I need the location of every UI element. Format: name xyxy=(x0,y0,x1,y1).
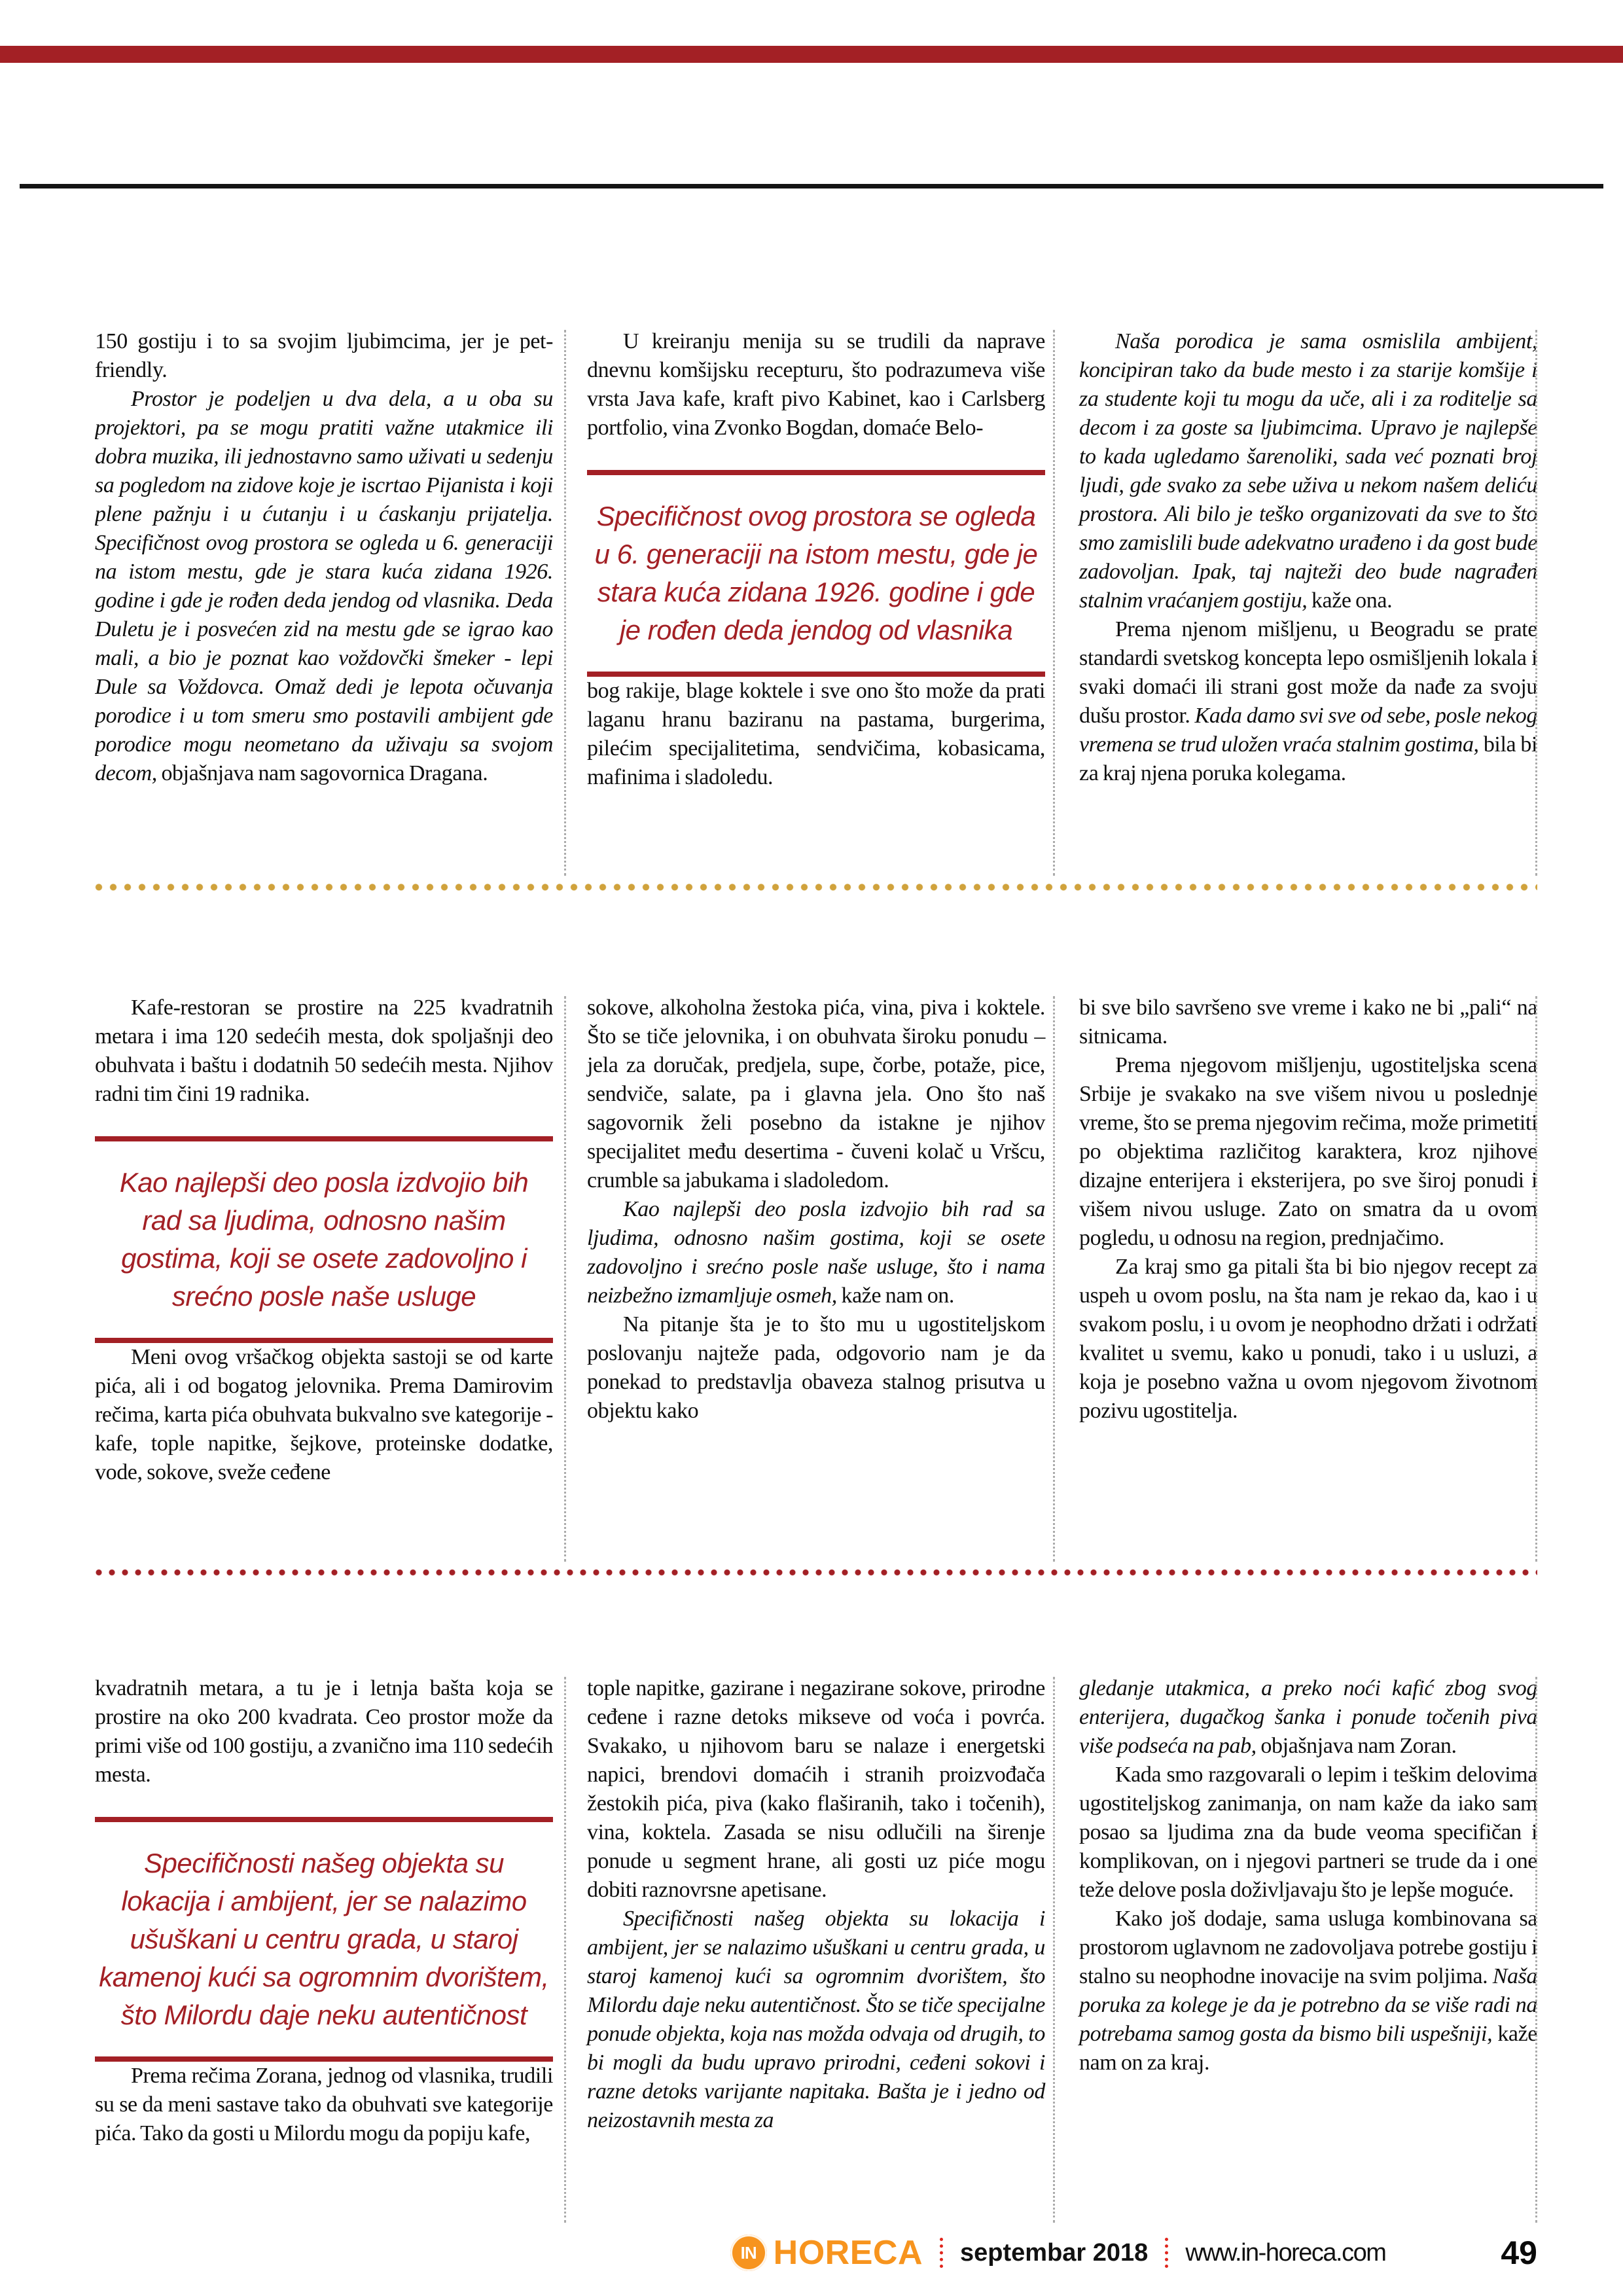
text-column xyxy=(95,327,553,878)
paragraph xyxy=(1079,1051,1537,1253)
paragraph xyxy=(1079,1253,1537,1426)
text-column xyxy=(1079,327,1537,878)
paragraph xyxy=(1079,1905,1537,2077)
paragraph xyxy=(1079,1674,1537,1761)
footer-dotted-divider xyxy=(940,2238,943,2268)
header-rule xyxy=(20,184,1603,188)
paragraph xyxy=(95,385,553,788)
body-text: Za kraj smo ga pitali šta bi bio njegov recept za uspeh u ovom poslu, na šta nam je rekao da, kao i u svakom poslu, i u ovom je neophodno držati i održati kvalitet u svemu, kako u ponudi, tako i u usluzi, a koja je posebno važna u ovom njegovom životnom pozivu ugostitelja. xyxy=(1079,1255,1537,1423)
gold-dotted-separator xyxy=(95,883,1537,891)
body-text: kvadratnih metara, a tu je i letnja bašta koja se prostire na oko 200 kvadrata. Ceo prostor može da primi više od 100 gostiju, a zvanično ima 110 sedećih mesta. xyxy=(95,1676,553,1787)
quoted-speech-text: Kada damo svi sve od sebe, posle nekog vremena se trud uložen vraća stalnim gostima, xyxy=(1079,704,1537,757)
brand-name: HORECA xyxy=(773,2234,923,2272)
issue-date: septembar 2018 xyxy=(960,2238,1149,2267)
in-logo-icon: IN xyxy=(730,2234,767,2271)
page-footer xyxy=(95,2229,1537,2276)
paragraph xyxy=(587,1310,1045,1426)
body-text: tople napitke, gazirane i negazirane sokove, prirodne ceđene i razne detoks mikseve od voća i povrća. Svakako, u njihovom baru se nalaze i energetski napici, brendovi domaćih i stranih proizvođača žestokih pića, piva (kako flaširanih, tako i točenih), vina, koktela. Zasada se nisu odlučili na širenje ponude u segment hrane, ali gosti uz piće mogu dobiti raznovrsne apetisane. xyxy=(587,1676,1045,1902)
body-text: Prema rečima Zorana, jednog od vlasnika, trudili su se da meni sastave tako da obuhvati sve kategorije pića. Tako da gosti u Milordu mogu da popiju kafe, xyxy=(95,2064,553,2145)
body-text: bog rakije, blage koktele i sve ono što može da prati laganu hranu baziranu na pastama, burgerima, pilećim specijalitetima, sendvičima, kobasicama, mafinima i sladoledu. xyxy=(587,679,1045,789)
quoted-speech-text: Naša poruka za kolege je da je potrebno da se više radi na potrebama samog gosta da bismo bili uspešniji, xyxy=(1079,1964,1537,2046)
quoted-speech-text: gledanje utakmica, a preko noći kafić zbog svog enterijera, dugačkog šanka i ponude točenih piva više podseća na pab, xyxy=(1079,1676,1537,1758)
paragraph xyxy=(587,1674,1045,1905)
text-column xyxy=(1079,1674,1537,2225)
text-column xyxy=(587,994,1045,1564)
body-text: bi sve bilo savršeno sve vreme i kako ne bi „pali“ na sitnicama. xyxy=(1079,996,1537,1049)
body-text: Kako još dodaje, sama usluga kombinovana sa prostorom uglavnom ne zadovoljava potrebe gostiju i stalno su neophodne inovacije na svim poljima. xyxy=(1079,1907,1537,1988)
column-divider-dotted xyxy=(1053,1677,1055,2223)
quoted-speech-text: Kao najlepši deo posla izdvojio bih rad sa ljudima, odnosno našim gostima, koji se osete zadovoljno i srećno posle naše usluge, što i nama neizbežno izmamljuje osmeh, xyxy=(587,1197,1045,1308)
body-text: Na pitanje šta je to što mu u ugostiteljskom poslovanju najteže pada, odgovorio nam je da ponekad to predstavlja obaveza stalnog prisutva u objektu kako xyxy=(587,1312,1045,1423)
website-url: www.in-horeca.com xyxy=(1185,2238,1386,2267)
body-text: Prema njegovom mišljenju, ugostiteljska scena Srbije je svakako na sve višem nivou u poslednje vreme, što se prema njegovim rečima, može primetiti po objektima različitog karaktera, kroz njihove dizajne enterijera i eksterijera, po sve široj ponudi i višem nivou usluge. Zato on smatra da u ovom pogledu, u odnosu na region, prednjačimo. xyxy=(1079,1053,1537,1250)
body-text: Meni ovog vršačkog objekta sastoji se od karte pića, ali i od bogatog jelovnika. Prema Damirovim rečima, karta pića obuhvata bukvalno sve kategorije - kafe, tople napitke, šejkove, proteinske dodatke, vode, sokove, sveže ceđene xyxy=(95,1345,553,1484)
column-divider-dotted xyxy=(1053,996,1055,1562)
paragraph xyxy=(95,2062,553,2148)
paragraph xyxy=(95,327,553,385)
quoted-speech-text: Specifičnosti našeg objekta su lokacija i ambijent, jer se nalazimo ušuškani u centru grada, u staroj kamenoj kući sa ogromnim dvorištem, što Milordu daje neku autentičnost. Što se tiče specijalne ponude objekta, koja nas možda odvaja od drugih, to bi mogli da budu upravo prirodni, ceđeni sokovi i razne detoks varijante napitaka. Bašta je i jedno od neizostavnih mesta za xyxy=(587,1907,1045,2132)
column-divider-dotted xyxy=(564,330,566,876)
body-text: kaže nam on za kraj. xyxy=(1079,2022,1537,2075)
body-text: U kreiranju menija su se trudili da naprave dnevnu komšijsku recepturu, što podrazumeva više vrsta Java kafe, kraft pivo Kabinet, kao i Carlsberg portfolio, vina Zvonko Bogdan, domaće Belo- xyxy=(587,329,1045,440)
paragraph xyxy=(1079,327,1537,615)
body-text: kaže nam on. xyxy=(836,1283,955,1308)
footer-dotted-divider xyxy=(1165,2238,1168,2268)
pull-quote: Specifičnosti našeg objekta su lokacija i ambijent, jer se nalazimo ušuškani u centru grada, u staroj kamenoj kući sa ogromnim dvorištem, što Milordu daje neku autentičnost xyxy=(95,1817,553,2062)
body-text: kaže ona. xyxy=(1307,588,1393,613)
paragraph xyxy=(587,327,1045,442)
body-text: objašnjava nam Zoran. xyxy=(1256,1734,1457,1758)
body-text: sokove, alkoholna žestoka pića, vina, piva i koktele. Što se tiče jelovnika, i on obuhvata široku ponudu – jela za doručak, predjela, supe, čorbe, potaže, pice, sendviče, salate, pa i glavna jela. Ono što naš sagovornik želi posebno da istakne je njihov specijalitet među desertima - čuveni kolač u Vršcu, crumble sa jabukama i sladoledom. xyxy=(587,996,1045,1193)
top-red-bar xyxy=(0,46,1623,63)
paragraph xyxy=(1079,994,1537,1051)
text-column xyxy=(587,1674,1045,2225)
quoted-speech-text: Prostor je podeljen u dva dela, a u oba su projektori, pa se mogu pratiti važne utakmice ili dobra muzika, ili jednostavno samo uživati u sedenju sa pogledom na zidove koje je iscrtao Pijanista i koji plene pažnju i u ćutanju i u ćaskanju prijatelja. Specifičnost ovog prostora se ogleda u 6. generaciji na istom mestu, gde je stara kuća zidana 1926. godine i gde je rođen deda jendog od vlasnika. Deda Duletu je i posvećen zid na mestu gde se igrao kao mali, a bio je poznat kao voždovčki šmeker - lepi Dule sa Voždovca. Omaž dedi je lepota očuvanja porodice i u tom smeru smo postavili ambijent gde porodice mogu neometano da uživaju sa svojom decom, xyxy=(95,387,553,785)
column-divider-dotted xyxy=(1535,996,1537,1562)
column-divider-dotted xyxy=(564,1677,566,2223)
column-divider-dotted xyxy=(1535,330,1537,876)
pull-quote: Specifičnost ovog prostora se ogleda u 6. generaciji na istom mestu, gde je stara kuća zidana 1926. godine i gde je rođen deda jendog od vlasnika xyxy=(587,470,1045,677)
page-number: 49 xyxy=(1501,2234,1537,2271)
body-text: Kafe-restoran se prostire na 225 kvadratnih metara i ima 120 sedećih mesta, dok spoljašnji deo obuhvata i baštu i dodatnih 50 sedećih mesta. Njihov radni tim čini 19 radnika. xyxy=(95,996,553,1106)
column-divider-dotted xyxy=(1535,1677,1537,2223)
pull-quote: Kao najlepši deo posla izdvojio bih rad sa ljudima, odnosno našim gostima, koji se osete zadovoljno i srećno posle naše usluge xyxy=(95,1136,553,1343)
paragraph xyxy=(587,1195,1045,1310)
paragraph xyxy=(587,1905,1045,2135)
body-text: objašnjava nam sagovornica Dragana. xyxy=(156,761,488,785)
text-column xyxy=(95,1674,553,2225)
quoted-speech-text: Naša porodica je sama osmislila ambijent, koncipiran tako da bude mesto i za starije komšije i za studente koji tu mogu da uče, ali i za roditelje sa decom i za goste sa ljubimcima. Upravo je najlepše to kada ugledamo šarenoliki, sada već poznati broj ljudi, gde svako za sebe uživa u nekom našem deliću prostora. Ali bilo je teško organizovati da sve to što smo zamislili bude adekvatno urađeno i da gost bude zadovoljan. Ipak, taj najteži deo bude nagrađen stalnim vraćanjem gostiju, xyxy=(1079,329,1537,613)
article-section-1 xyxy=(95,327,1537,878)
body-text: bila bi za kraj njena poruka kolegama. xyxy=(1079,732,1537,785)
in-horeca-logo xyxy=(730,2233,923,2272)
text-column xyxy=(95,994,553,1564)
paragraph xyxy=(1079,1761,1537,1905)
text-column xyxy=(1079,994,1537,1564)
red-dotted-separator xyxy=(95,1568,1537,1577)
column-divider-dotted xyxy=(1053,330,1055,876)
paragraph xyxy=(95,1343,553,1487)
text-column xyxy=(587,327,1045,878)
paragraph xyxy=(95,1674,553,1789)
paragraph xyxy=(1079,615,1537,788)
body-text: Kada smo razgovarali o lepim i teškim delovima ugostiteljskog zanimanja, on nam kaže da iako sam posao sa ljudima zna da bude veoma specifičan i komplikovan, on i njegovi partneri se trude da i one teže delove posla doživljavaju što je lepše moguće. xyxy=(1079,1763,1537,1902)
article-section-2 xyxy=(95,994,1537,1564)
paragraph xyxy=(587,677,1045,792)
body-text: 150 gostiju i to sa svojim ljubimcima, jer je pet-friendly. xyxy=(95,329,553,382)
body-text: Prema njenom mišljenu, u Beogradu se prate standardi svetskog koncepta lepo osmišljenih lokala i svaki domaći ili strani gost može da nađe za svoju dušu prostor. xyxy=(1079,617,1537,728)
column-divider-dotted xyxy=(564,996,566,1562)
paragraph xyxy=(587,994,1045,1195)
paragraph xyxy=(95,994,553,1109)
article-section-3 xyxy=(95,1674,1537,2225)
